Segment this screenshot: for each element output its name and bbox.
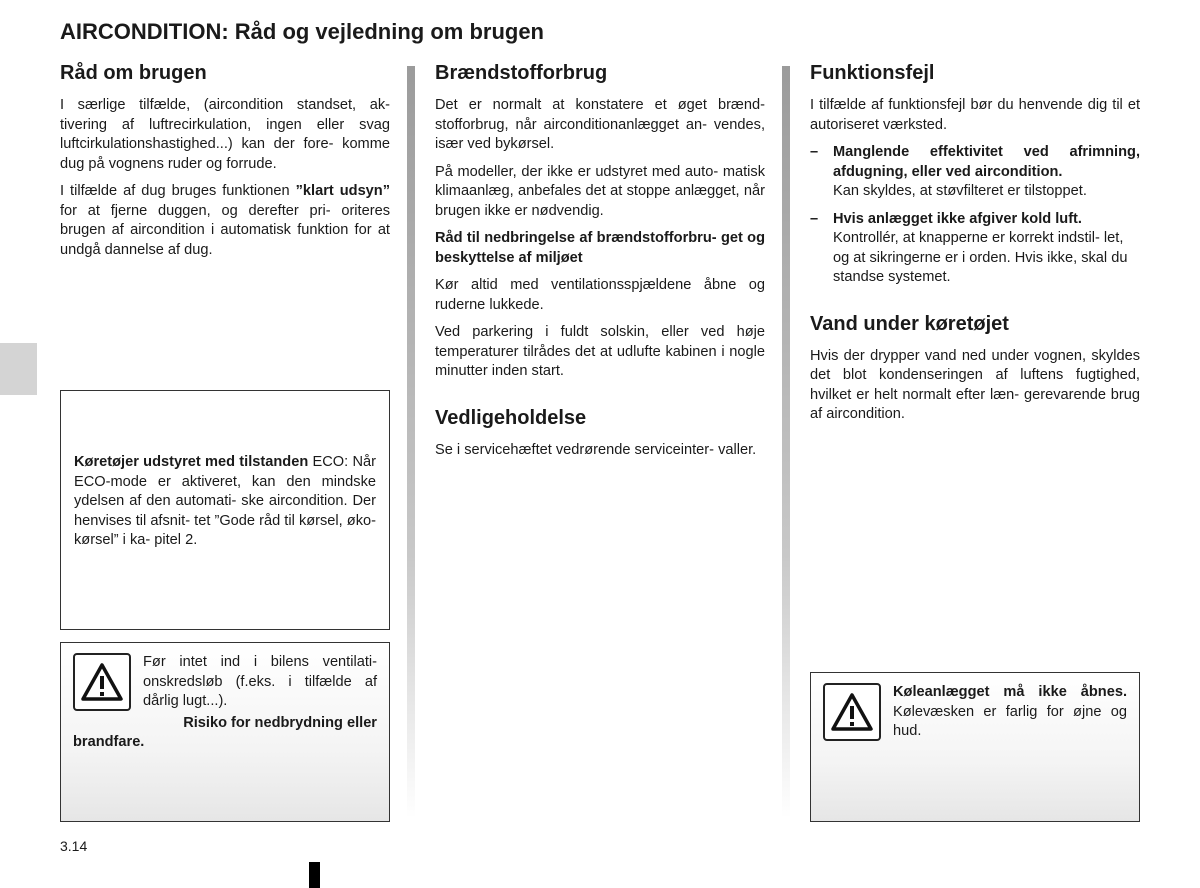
column-braendstofforbrug (435, 60, 765, 468)
list-item-text: Kan skyldes, at støvfilteret er tilstoppet. (833, 183, 1087, 199)
warning-triangle-icon (73, 653, 131, 711)
warning-risk-line-2: brandfare. (73, 734, 145, 750)
warning-text-ventilation: Før intet ind i bilens ventilati- onskredsløb (f.eks. i tilfælde af dårlig lugt...). (143, 654, 377, 709)
text-span: I tilfælde af dug bruges funktionen (60, 183, 296, 199)
warning-triangle-icon (823, 683, 881, 741)
list-item-title: Manglende effektivitet ved afrimning, afdugning, eller ved aircondition. (833, 144, 1140, 180)
warning-bold: Køleanlægget må ikke åbnes. (893, 684, 1127, 700)
column-funktionsfejl (810, 60, 1140, 433)
section-heading-braendstofforbrug: Brændstofforbrug (435, 62, 608, 84)
list-dash: – (810, 144, 819, 160)
subheading-raad-braendstof: Råd til nedbringelse af brændstofforbru- get og beskyttelse af miljøet (435, 230, 765, 266)
page-edge-marker (309, 862, 320, 888)
list-item-title: Hvis anlægget ikke afgiver kold luft. (833, 210, 1082, 227)
paragraph-kondensering: Hvis der drypper vand ned under vognen, skyldes det blot kondenseringen af luftens fugtighed, hvilket er helt normalt efter læn- gerevarende brug af aircondition. (810, 347, 1140, 422)
paragraph-servicehaefte: Se i servicehæftet vedrørende serviceinter- valler. (435, 441, 757, 458)
section-heading-funktionsfejl: Funktionsfejl (810, 62, 935, 84)
warning-risk-line: Risiko for nedbrydning eller (183, 714, 377, 731)
eco-note-bold: Køretøjer udstyret med tilstanden (74, 454, 309, 470)
warning-box-koeleanlaeg (810, 672, 1140, 822)
text-span: for at fjerne duggen, og derefter pri- oriteres brugen af aircondition i automatisk funktion for at undgå dannelse af dug. (60, 202, 390, 258)
page-number: 3.14 (60, 838, 88, 854)
eco-mode-note-box (60, 390, 390, 630)
column-rad-om-brugen (60, 60, 390, 268)
column-divider (407, 66, 415, 818)
section-heading-rad-om-brugen: Råd om brugen (60, 62, 207, 84)
paragraph-vaerksted: I tilfælde af funktionsfejl bør du henvende dig til et autoriseret værksted. (810, 97, 1140, 133)
column-divider (782, 66, 790, 818)
warning-body: Kølevæsken er farlig for øjne og hud. (893, 703, 1127, 739)
chapter-tab-marker (0, 343, 37, 395)
page-title: AIRCONDITION: Råd og vejledning om brugen (60, 19, 544, 44)
paragraph-dug-tilfaelde: I særlige tilfælde, (aircondition standset, ak- tivering af luftrecirkulation, ingen eller svag luftcirkulationshastighed...) kan der fore- komme dug på vognens ruder og forrude. (60, 97, 390, 172)
paragraph-parkering: Ved parkering i fuldt solskin, eller ved høje temperaturer tilrådes det at udlufte kabinen i nogle minutter inden start. (435, 324, 765, 379)
paragraph-oeget-forbrug: Det er normalt at konstatere et øget brænd- stofforbrug, når airconditionanlægget an- vendes, især ved bykørsel. (435, 97, 765, 152)
list-item (810, 143, 1140, 202)
section-heading-vedligeholdelse: Vedligeholdelse (435, 406, 587, 429)
paragraph-ventilationsspjaeld: Kør altid med ventilationsspjældene åbne og ruderne lukkede. (435, 277, 765, 313)
term-klart-udsyn: ”klart udsyn” (295, 183, 391, 199)
list-dash: – (810, 210, 819, 227)
paragraph-modeller: På modeller, der ikke er udstyret med auto- matisk klimaanlæg, anbefales det at stoppe anlægget, når brugen ikke er nødvendig. (435, 163, 765, 219)
list-item-text: Kontrollér, at knapperne er korrekt indstil- let, og at sikringerne er i orden. Hvis ikke, skal du standse systemet. (833, 230, 1128, 285)
eco-note-text (74, 453, 376, 551)
section-heading-vand-under-koeretoejet: Vand under køretøjet (810, 312, 1009, 335)
paragraph-klart-udsyn (60, 182, 390, 260)
eco-note-body: ECO: Når ECO-mode er aktiveret, kan den mindske ydelsen af den automati- ske aircondition. Der henvises til afsnit- tet ”Gode råd til kørsel, øko-kørsel” i ka- pitel 2. (74, 454, 377, 548)
list-item (810, 210, 1140, 288)
warning-box-ventilation (60, 642, 390, 822)
